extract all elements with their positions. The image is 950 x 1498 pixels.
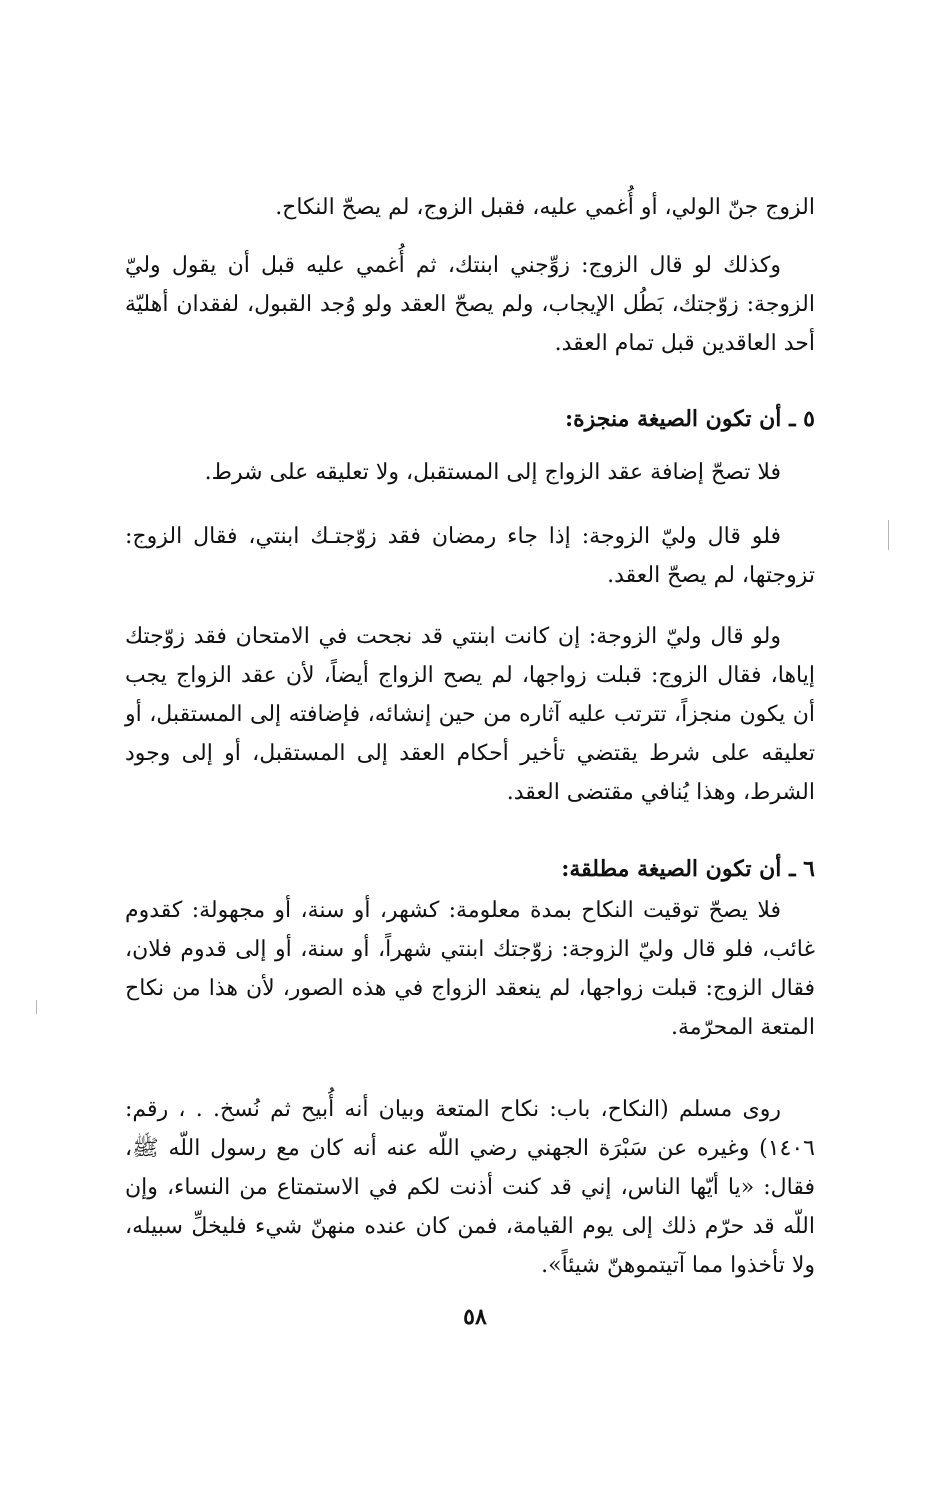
heading-condition-6: ٦ ـ أن تكون الصيغة مطلقة: [561, 856, 815, 882]
paragraph-7: روى مسلم (النكاح، باب: نكاح المتعة وبيان أنه أُبيح ثم نُسخ. . ، رقم: ١٤٠٦) وغيره عن سَبْرَة الجهني رضي اللّه عنه أنه كان مع رسول اللّه ﷺ، فقال: «يا أيّها الناس، إني قد كنت أذنت لكم في الاستمتاع من النساء، وإن اللّه قد حرّم ذلك إلى يوم القيامة، فمن كان عنده منهنّ شيء فليخلِّ سبيله، ولا تأخذوا مما آتيتموهنّ شيئاً». [125, 1097, 815, 1278]
scan-margin-mark [36, 1000, 37, 1014]
paragraph-5: ولو قال وليّ الزوجة: إن كانت ابنتي قد نجحت في الامتحان فقد زوّجتك إياها، فقال الزوج: قبلت زواجها، لم يصح الزواج أيضاً، لأن عقد الزواج يجب أن يكون منجزاً، تترتب عليه آثاره من حين إنشائه، فإضافته إلى المستقبل، أو تعليقه على شرط يقتضي تأخير أحكام العقد إلى المستقبل، أو إلى وجود الشرط، وهذا يُنافي مقتضى العقد. [125, 624, 815, 805]
scan-margin-mark [888, 520, 889, 550]
paragraph-6: فلا يصحّ توقيت النكاح بمدة معلومة: كشهر، أو سنة، أو مجهولة: كقدوم غائب، فلو قال وليّ الزوجة: زوّجتك ابنتي شهراً، أو سنة، أو إلى قدوم فلان، فقال الزوج: قبلت زواجها، لم ينعقد الزواج في هذه الصور، لأن هذا من نكاح المتعة المحرّمة. [125, 898, 815, 1040]
heading-condition-5: ٥ ـ أن تكون الصيغة منجزة: [565, 406, 815, 432]
page-number: ٥٨ [463, 1304, 487, 1330]
paragraph-4: فلو قال وليّ الزوجة: إذا جاء رمضان فقد زوّجتـك ابنتي، فقال الزوج: تزوجتها، لم يصحّ العقد. [125, 524, 815, 588]
paragraph-1: الزوج جنّ الولي، أو أُغمي عليه، فقبل الزوج، لم يصحّ النكاح. [275, 195, 815, 220]
paragraph-2: وكذلك لو قال الزوج: زوِّجني ابنتك، ثم أُغمي عليه قبل أن يقول وليّ الزوجة: زوّجتك، بَطُل الإيجاب، ولم يصحّ العقد ولو وُجد القبول، لفقدان أهليّة أحد العاقدين قبل تمام العقد. [125, 253, 815, 356]
paragraph-3: فلا تصحّ إضافة عقد الزواج إلى المستقبل، ولا تعليقه على شرط. [204, 460, 781, 485]
